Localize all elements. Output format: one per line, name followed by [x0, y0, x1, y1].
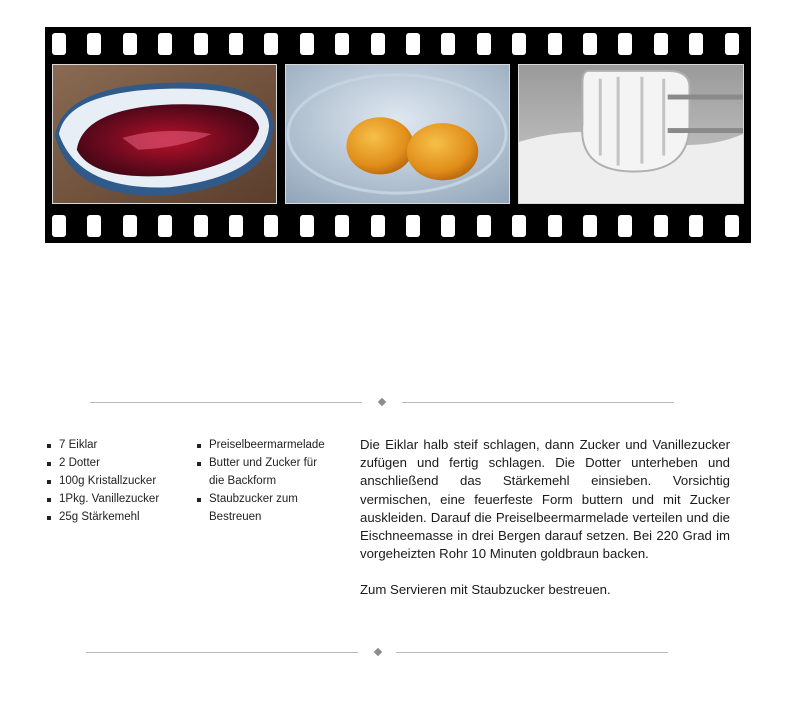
film-perforation [618, 33, 632, 55]
film-perforation [618, 215, 632, 237]
film-perforation [689, 33, 703, 55]
film-perforation [300, 33, 314, 55]
film-perforation [52, 33, 66, 55]
serving-note: Zum Servieren mit Staubzucker bestreuen. [360, 582, 611, 598]
film-perforation [87, 215, 101, 237]
film-perforation [123, 215, 137, 237]
ingredients-list-1 [45, 436, 185, 526]
film-perforation [406, 215, 420, 237]
film-perforation [264, 33, 278, 55]
recipe-instructions [360, 436, 730, 600]
film-perforations-bottom [45, 215, 751, 237]
divider-bottom-right [396, 652, 668, 653]
film-perforation [583, 215, 597, 237]
film-perforation [371, 215, 385, 237]
ingredient-item: 2 Dotter [45, 454, 185, 472]
divider-top-right [402, 402, 674, 403]
divider-top-left [90, 402, 362, 403]
instruction-paragraph: Die Eiklar halb steif schlagen, dann Zucker und Vanillezucker zufügen und fertig schlagen. Die Dotter unterheben und anschließend das Stärkemehl einsieben. Vorsichtig vermischen, eine feuerfeste Form buttern und mit Zucker auskleiden. Darauf die Preiselbeermarmelade verteilen und die Eischneemasse in drei Bergen darauf setzen. Bei 220 Grad im vorgeheizten Rohr 10 Minuten goldbraun backen. [360, 437, 730, 562]
film-perforation [123, 33, 137, 55]
ingredient-item: 25g Stärkemehl [45, 508, 185, 526]
film-perforation [87, 33, 101, 55]
film-perforation [512, 33, 526, 55]
ingredient-item: Staubzucker zum Bestreuen [195, 490, 319, 526]
film-perforation [158, 215, 172, 237]
film-strip [45, 27, 751, 243]
diamond-ornament-top [378, 398, 386, 406]
film-perforations-top [45, 33, 751, 55]
ingredient-item: Butter und Zucker für die Backform [195, 454, 334, 490]
film-perforation [371, 33, 385, 55]
ingredient-item: 7 Eiklar [45, 436, 185, 454]
film-perforation [583, 33, 597, 55]
film-perforation [335, 215, 349, 237]
film-perforation [654, 215, 668, 237]
film-perforation [406, 33, 420, 55]
diamond-ornament-bottom [374, 648, 382, 656]
film-perforation [158, 33, 172, 55]
film-perforation [194, 215, 208, 237]
film-perforation [548, 215, 562, 237]
film-perforation [52, 215, 66, 237]
film-perforation [512, 215, 526, 237]
photo-whisked-egg-whites [518, 64, 744, 204]
film-perforation [229, 215, 243, 237]
film-perforation [335, 33, 349, 55]
film-perforation [264, 215, 278, 237]
film-perforation [725, 215, 739, 237]
film-perforation [229, 33, 243, 55]
film-perforation [194, 33, 208, 55]
film-perforation [725, 33, 739, 55]
ingredient-item: 1Pkg. Vanillezucker [45, 490, 185, 508]
film-perforation [300, 215, 314, 237]
film-perforation [441, 215, 455, 237]
photo-berries-in-dish [52, 64, 277, 204]
film-perforation [654, 33, 668, 55]
film-perforation [441, 33, 455, 55]
ingredients-list-2 [195, 436, 340, 526]
ingredient-item: Preiselbeermarmelade [195, 436, 340, 454]
ingredient-item: 100g Kristallzucker [45, 472, 185, 490]
film-perforation [689, 215, 703, 237]
film-perforation [477, 33, 491, 55]
photo-egg-yolks [285, 64, 510, 204]
divider-bottom-left [86, 652, 358, 653]
film-perforation [477, 215, 491, 237]
film-perforation [548, 33, 562, 55]
